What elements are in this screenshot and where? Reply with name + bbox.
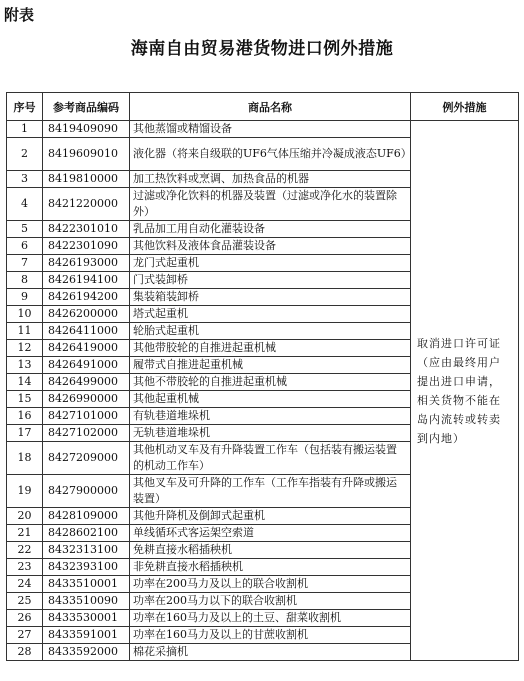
row-commodity-code: 8428109000 — [43, 508, 130, 525]
row-commodity-code: 8422301090 — [43, 238, 130, 255]
row-commodity-code: 8426491000 — [43, 357, 130, 374]
row-commodity-name: 棉花采摘机 — [130, 644, 411, 661]
row-seq-number: 1 — [7, 121, 43, 138]
row-commodity-name: 其他蒸馏或精馏设备 — [130, 121, 411, 138]
header-code: 参考商品编码 — [43, 93, 130, 121]
row-commodity-code: 8433530001 — [43, 610, 130, 627]
row-commodity-code: 8433591001 — [43, 627, 130, 644]
row-seq-number: 6 — [7, 238, 43, 255]
row-commodity-code: 8426194100 — [43, 272, 130, 289]
row-commodity-code: 8433510090 — [43, 593, 130, 610]
row-seq-number: 20 — [7, 508, 43, 525]
row-commodity-name: 塔式起重机 — [130, 306, 411, 323]
row-commodity-code: 8426193000 — [43, 255, 130, 272]
row-commodity-code: 8427101000 — [43, 408, 130, 425]
row-seq-number: 16 — [7, 408, 43, 425]
row-seq-number: 5 — [7, 221, 43, 238]
row-seq-number: 4 — [7, 188, 43, 221]
row-seq-number: 11 — [7, 323, 43, 340]
annex-label: 附表 — [4, 6, 35, 24]
row-seq-number: 12 — [7, 340, 43, 357]
row-seq-number: 8 — [7, 272, 43, 289]
row-seq-number: 28 — [7, 644, 43, 661]
row-commodity-name: 龙门式起重机 — [130, 255, 411, 272]
row-commodity-code: 8419409090 — [43, 121, 130, 138]
row-commodity-name: 液化器（将来自级联的UF6气体压缩并冷凝成液态UF6） — [130, 138, 411, 171]
row-seq-number: 10 — [7, 306, 43, 323]
row-commodity-code: 8427900000 — [43, 475, 130, 508]
row-commodity-name: 免耕直接水稻插秧机 — [130, 542, 411, 559]
row-commodity-name: 加工热饮料或烹调、加热食品的机器 — [130, 171, 411, 188]
row-commodity-code: 8432313100 — [43, 542, 130, 559]
row-commodity-code: 8426419000 — [43, 340, 130, 357]
row-commodity-code: 8426411000 — [43, 323, 130, 340]
row-commodity-name: 有轨巷道堆垛机 — [130, 408, 411, 425]
row-commodity-name: 过滤或净化饮料的机器及装置（过滤或净化水的装置除外） — [130, 188, 411, 221]
header-exception: 例外措施 — [411, 93, 519, 121]
row-commodity-name: 功率在200马力以下的联合收割机 — [130, 593, 411, 610]
row-commodity-code: 8428602100 — [43, 525, 130, 542]
row-commodity-name: 其他不带胶轮的自推进起重机械 — [130, 374, 411, 391]
row-commodity-code: 8419609010 — [43, 138, 130, 171]
row-seq-number: 2 — [7, 138, 43, 171]
row-commodity-code: 8426499000 — [43, 374, 130, 391]
row-commodity-name: 功率在160马力及以上的土豆、甜菜收割机 — [130, 610, 411, 627]
row-seq-number: 3 — [7, 171, 43, 188]
row-commodity-name: 门式装卸桥 — [130, 272, 411, 289]
row-commodity-name: 其他饮料及液体食品灌装设备 — [130, 238, 411, 255]
row-commodity-name: 其他起重机械 — [130, 391, 411, 408]
row-seq-number: 17 — [7, 425, 43, 442]
row-commodity-code: 8419810000 — [43, 171, 130, 188]
row-commodity-name: 功率在200马力及以上的联合收割机 — [130, 576, 411, 593]
header-seq: 序号 — [7, 93, 43, 121]
document-title: 海南自由贸易港货物进口例外措施 — [130, 39, 394, 59]
row-commodity-name: 非免耕直接水稻插秧机 — [130, 559, 411, 576]
row-seq-number: 22 — [7, 542, 43, 559]
row-commodity-code: 8421220000 — [43, 188, 130, 221]
row-commodity-name: 其他机动叉车及有升降装置工作车（包括装有搬运装置的机动工作车） — [130, 442, 411, 475]
row-seq-number: 15 — [7, 391, 43, 408]
row-commodity-code: 8422301010 — [43, 221, 130, 238]
table-header-row — [7, 93, 519, 121]
row-seq-number: 26 — [7, 610, 43, 627]
row-commodity-name: 功率在160马力及以上的甘蔗收割机 — [130, 627, 411, 644]
row-seq-number: 23 — [7, 559, 43, 576]
row-seq-number: 13 — [7, 357, 43, 374]
row-seq-number: 7 — [7, 255, 43, 272]
row-commodity-name: 其他带胶轮的自推进起重机械 — [130, 340, 411, 357]
row-commodity-code: 8427209000 — [43, 442, 130, 475]
table-row — [7, 121, 519, 138]
row-commodity-code: 8426990000 — [43, 391, 130, 408]
row-commodity-name: 其他叉车及可升降的工作车（工作车指装有升降或搬运装置） — [130, 475, 411, 508]
row-commodity-code: 8426194200 — [43, 289, 130, 306]
row-seq-number: 9 — [7, 289, 43, 306]
row-commodity-name: 轮胎式起重机 — [130, 323, 411, 340]
row-seq-number: 18 — [7, 442, 43, 475]
row-commodity-name: 集装箱装卸桥 — [130, 289, 411, 306]
row-seq-number: 27 — [7, 627, 43, 644]
row-commodity-code: 8426200000 — [43, 306, 130, 323]
row-commodity-code: 8432393100 — [43, 559, 130, 576]
import-exception-table — [6, 92, 519, 661]
row-seq-number: 14 — [7, 374, 43, 391]
row-seq-number: 25 — [7, 593, 43, 610]
row-commodity-name: 乳品加工用自动化灌装设备 — [130, 221, 411, 238]
header-name: 商品名称 — [130, 93, 411, 121]
row-seq-number: 21 — [7, 525, 43, 542]
row-commodity-name: 无轨巷道堆垛机 — [130, 425, 411, 442]
row-commodity-code: 8427102000 — [43, 425, 130, 442]
row-commodity-name: 单线循环式客运架空索道 — [130, 525, 411, 542]
row-seq-number: 19 — [7, 475, 43, 508]
row-commodity-code: 8433592000 — [43, 644, 130, 661]
row-seq-number: 24 — [7, 576, 43, 593]
row-commodity-name: 其他升降机及倒卸式起重机 — [130, 508, 411, 525]
exception-measure-cell: 取消进口许可证（应由最终用户提出进口申请，相关货物不能在岛内流转或转卖到内地） — [411, 121, 519, 661]
row-commodity-name: 履带式自推进起重机械 — [130, 357, 411, 374]
row-commodity-code: 8433510001 — [43, 576, 130, 593]
